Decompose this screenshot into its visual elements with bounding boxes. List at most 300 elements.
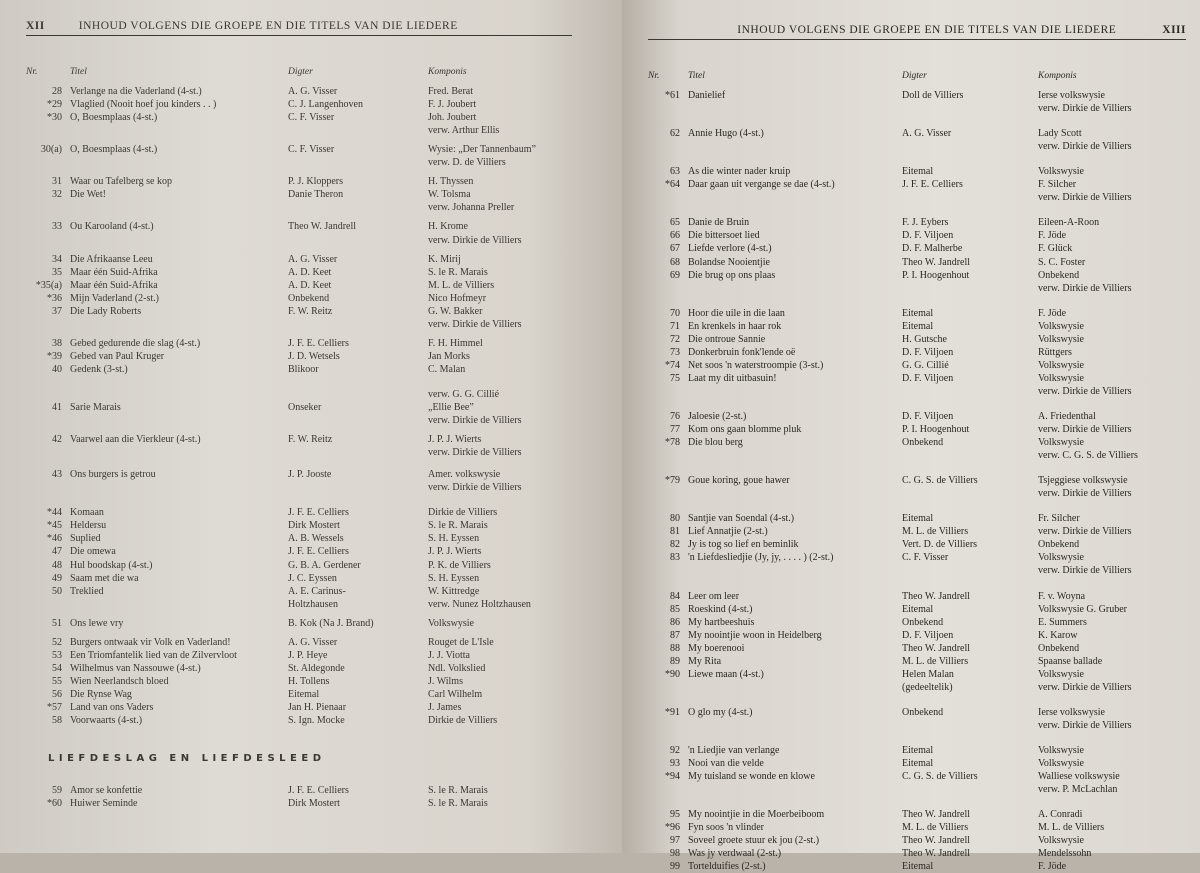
cell-digter: Eitemal bbox=[902, 307, 934, 319]
cell-digter: Vert. D. de Villiers bbox=[902, 539, 978, 551]
cell-komponis: J. James bbox=[428, 701, 462, 713]
cell-digter: Eitemal bbox=[902, 861, 934, 873]
cell-titel: Donkerbruin fonk'lende oë bbox=[688, 346, 796, 358]
cell-titel bbox=[688, 102, 902, 115]
song-row bbox=[26, 363, 602, 376]
song-row bbox=[648, 474, 1186, 487]
cell-komponis: F. J. Joubert bbox=[428, 99, 477, 111]
cell-titel bbox=[70, 598, 288, 611]
cell-digter bbox=[902, 719, 1038, 732]
cell-digter bbox=[288, 156, 428, 169]
song-row bbox=[648, 681, 1186, 694]
song-row bbox=[648, 770, 1186, 783]
song-row bbox=[26, 519, 602, 532]
cell-digter: Jan H. Pienaar bbox=[288, 701, 347, 713]
cell-komponis: verw. Dirkie de Villiers bbox=[1038, 103, 1132, 115]
cell-digter: Theo W. Jandrell bbox=[902, 590, 971, 602]
cell-digter bbox=[902, 140, 1038, 153]
cell-nr: 65 bbox=[670, 217, 680, 229]
cell-titel: My Rita bbox=[688, 655, 722, 667]
cell-digter: Blikoor bbox=[288, 363, 319, 375]
cell-komponis: verw. P. McLachlan bbox=[1038, 784, 1118, 796]
song-row bbox=[648, 359, 1186, 372]
cell-nr: 48 bbox=[52, 559, 62, 571]
cell-titel: My boerenooi bbox=[688, 642, 745, 654]
song-row bbox=[648, 449, 1186, 462]
cell-komponis: C. Malan bbox=[428, 363, 466, 375]
cell-titel: Suplied bbox=[70, 533, 101, 545]
cell-titel: Tortelduifies (2-st.) bbox=[688, 861, 766, 873]
cell-komponis: verw. Dirkie de Villiers bbox=[1038, 526, 1132, 538]
cell-titel: Maar één Suid-Afrika bbox=[70, 266, 158, 278]
cell-digter: J. F. E. Celliers bbox=[288, 546, 349, 558]
cell-komponis: Ndl. Volkslied bbox=[428, 662, 486, 674]
cell-digter: Eitemal bbox=[902, 744, 934, 756]
song-row bbox=[648, 719, 1186, 732]
cell-nr: 55 bbox=[52, 675, 62, 687]
cell-digter: Onbekend bbox=[902, 706, 944, 718]
song-row bbox=[26, 253, 602, 266]
cell-nr: 89 bbox=[670, 655, 680, 667]
song-row bbox=[26, 662, 602, 675]
cell-nr bbox=[648, 102, 688, 115]
cell-komponis: S. le R. Marais bbox=[428, 798, 488, 810]
song-row bbox=[648, 282, 1186, 295]
cell-titel: Vaarwel aan die Vierkleur (4-st.) bbox=[70, 434, 201, 446]
cell-digter: Onbekend bbox=[288, 292, 330, 304]
cell-komponis: Ierse volkswysie bbox=[1038, 706, 1105, 718]
cell-nr bbox=[648, 564, 688, 577]
cell-titel: 'n Liefdesliedjie (Jy, jy, . . . . ) (2-st.) bbox=[688, 552, 834, 564]
section-heading: LIEFDESLAG EN LIEFDESLEED bbox=[48, 753, 326, 765]
song-row bbox=[648, 140, 1186, 153]
cell-komponis: verw. Dirkie de Villiers bbox=[1038, 192, 1132, 204]
cell-digter: Eitemal bbox=[902, 166, 934, 178]
cell-titel bbox=[70, 201, 288, 214]
cell-digter: D. F. Viljoen bbox=[902, 629, 954, 641]
cell-komponis: W. Kittredge bbox=[428, 585, 480, 597]
song-row bbox=[26, 156, 602, 169]
cell-nr: 86 bbox=[670, 616, 680, 628]
cell-titel: Liefde verlore (4-st.) bbox=[688, 243, 772, 255]
cell-digter: Dirk Mostert bbox=[288, 798, 340, 810]
song-row bbox=[26, 701, 602, 714]
cell-titel: My hartbeeshuis bbox=[688, 616, 755, 628]
cell-nr: 30(a) bbox=[40, 144, 62, 156]
cell-titel bbox=[688, 564, 902, 577]
cell-komponis: Volkswysie bbox=[1038, 758, 1084, 770]
song-row bbox=[648, 423, 1186, 436]
cell-titel bbox=[688, 282, 902, 295]
cell-nr: 92 bbox=[670, 744, 680, 756]
cell-komponis: verw. D. de Villiers bbox=[428, 157, 506, 169]
cell-digter bbox=[288, 414, 428, 427]
cell-nr: *57 bbox=[47, 701, 62, 713]
cell-komponis: verw. Dirkie de Villiers bbox=[1038, 385, 1132, 397]
cell-digter: C. F. Visser bbox=[288, 112, 335, 124]
cell-nr: *29 bbox=[47, 99, 62, 111]
cell-titel bbox=[70, 124, 288, 137]
song-row bbox=[26, 266, 602, 279]
cell-digter: C. F. Visser bbox=[288, 144, 335, 156]
cell-titel: My noointjie in die Moerbeiboom bbox=[688, 809, 825, 821]
cell-titel: Treklied bbox=[70, 585, 104, 597]
song-row bbox=[648, 603, 1186, 616]
column-header-titel: Titel bbox=[688, 71, 705, 81]
cell-komponis: Nico Hofmeyr bbox=[428, 292, 487, 304]
cell-digter bbox=[288, 124, 428, 137]
cell-titel: Komaan bbox=[70, 507, 104, 519]
song-row bbox=[26, 636, 602, 649]
cell-titel bbox=[70, 234, 288, 247]
cell-digter bbox=[288, 201, 428, 214]
cell-nr: 33 bbox=[52, 221, 62, 233]
song-row bbox=[26, 234, 602, 247]
cell-titel: Die blou berg bbox=[688, 437, 743, 449]
column-header-komponis: Komponis bbox=[428, 67, 467, 77]
cell-digter: J. F. E. Celliers bbox=[288, 337, 349, 349]
cell-digter: M. L. de Villiers bbox=[902, 655, 969, 667]
cell-titel bbox=[688, 191, 902, 204]
song-row bbox=[648, 744, 1186, 757]
cell-komponis: Jan Morks bbox=[428, 350, 470, 362]
song-row bbox=[26, 481, 602, 494]
song-row bbox=[648, 410, 1186, 423]
song-row bbox=[26, 337, 602, 350]
cell-titel bbox=[688, 719, 902, 732]
cell-titel: Saam met die wa bbox=[70, 572, 139, 584]
cell-komponis: verw. Dirkie de Villiers bbox=[1038, 681, 1132, 693]
cell-digter: Theo W. Jandrell bbox=[902, 256, 971, 268]
cell-digter: P. J. Kloppers bbox=[288, 176, 344, 188]
cell-digter: Eitemal bbox=[902, 603, 934, 615]
song-list-right bbox=[648, 89, 1186, 873]
song-row bbox=[26, 545, 602, 558]
cell-digter: M. L. de Villiers bbox=[902, 526, 969, 538]
cell-komponis: verw. Nunez Holtzhausen bbox=[428, 598, 531, 610]
cell-komponis: Spaanse ballade bbox=[1038, 655, 1103, 667]
cell-titel: Voorwaarts (4-st.) bbox=[70, 715, 143, 727]
cell-digter bbox=[288, 234, 428, 247]
cell-nr: *94 bbox=[665, 771, 680, 783]
cell-digter: G. B. A. Gerdener bbox=[288, 559, 361, 571]
song-row bbox=[26, 784, 602, 797]
cell-nr: 53 bbox=[52, 649, 62, 661]
cell-titel: Maar één Suid-Afrika bbox=[70, 279, 158, 291]
song-list-left bbox=[26, 85, 602, 727]
cell-nr bbox=[26, 598, 70, 611]
song-row bbox=[648, 307, 1186, 320]
cell-nr: *74 bbox=[665, 359, 680, 371]
cell-titel: Waar ou Tafelberg se kop bbox=[70, 176, 172, 188]
column-header-titel: Titel bbox=[70, 67, 87, 77]
cell-komponis: verw. C. G. S. de Villiers bbox=[1038, 450, 1138, 462]
cell-nr: 97 bbox=[670, 835, 680, 847]
cell-nr: 70 bbox=[670, 307, 680, 319]
cell-nr: 73 bbox=[670, 346, 680, 358]
cell-nr: *30 bbox=[47, 112, 62, 124]
song-row bbox=[648, 89, 1186, 102]
cell-titel: Mijn Vaderland (2-st.) bbox=[70, 292, 159, 304]
cell-nr: 98 bbox=[670, 848, 680, 860]
cell-nr: 66 bbox=[670, 230, 680, 242]
song-row bbox=[648, 178, 1186, 191]
cell-digter: D. F. Viljoen bbox=[902, 346, 954, 358]
cell-nr: 95 bbox=[670, 809, 680, 821]
song-row bbox=[26, 617, 602, 630]
song-row bbox=[648, 191, 1186, 204]
cell-nr: 51 bbox=[52, 617, 62, 629]
cell-komponis: Onbekend bbox=[1038, 642, 1080, 654]
cell-titel: 'n Liedjie van verlange bbox=[688, 744, 780, 756]
cell-komponis: Volkswysie bbox=[1038, 359, 1084, 371]
cell-komponis: G. W. Bakker bbox=[428, 305, 483, 317]
cell-komponis: M. L. de Villiers bbox=[428, 279, 495, 291]
cell-komponis: verw. Johanna Preller bbox=[428, 202, 515, 214]
cell-titel: Die Lady Roberts bbox=[70, 305, 142, 317]
song-row bbox=[26, 85, 602, 98]
cell-titel: Lief Annatjie (2-st.) bbox=[688, 526, 768, 538]
cell-digter: D. F. Viljoen bbox=[902, 410, 954, 422]
cell-digter: Theo W. Jandrell bbox=[288, 221, 357, 233]
song-row bbox=[648, 860, 1186, 873]
song-row bbox=[26, 572, 602, 585]
header-title-left: INHOUD VOLGENS DIE GROEPE EN DIE TITELS VAN DIE LIEDERE bbox=[78, 20, 458, 32]
cell-titel: Annie Hugo (4-st.) bbox=[688, 128, 764, 140]
cell-nr: 72 bbox=[670, 333, 680, 345]
cell-digter: J. F. E. Celliers bbox=[288, 785, 349, 797]
cell-nr bbox=[648, 487, 688, 500]
cell-komponis: W. Tolsma bbox=[428, 189, 471, 201]
cell-titel: Wien Neerlandsch bloed bbox=[70, 675, 169, 687]
cell-komponis: Wysie: „Der Tannenbaum” bbox=[428, 144, 536, 156]
cell-titel: Hoor die uile in die laan bbox=[688, 307, 785, 319]
song-row bbox=[648, 821, 1186, 834]
cell-nr: 76 bbox=[670, 410, 680, 422]
cell-komponis: K. Mirij bbox=[428, 253, 461, 265]
cell-digter bbox=[902, 449, 1038, 462]
cell-komponis: J. J. Viotta bbox=[428, 649, 470, 661]
cell-nr: 59 bbox=[52, 785, 62, 797]
cell-nr bbox=[26, 201, 70, 214]
cell-titel: Net soos 'n waterstroompie (3-st.) bbox=[688, 359, 824, 371]
cell-nr bbox=[648, 191, 688, 204]
cell-komponis: Rüttgers bbox=[1038, 346, 1072, 358]
song-row bbox=[26, 318, 602, 331]
song-row bbox=[26, 124, 602, 137]
cell-digter: J. D. Wetsels bbox=[288, 350, 340, 362]
cell-titel: Verlange na die Vaderland (4-st.) bbox=[70, 86, 202, 98]
cell-nr bbox=[26, 388, 70, 401]
song-row bbox=[26, 506, 602, 519]
cell-titel: Die omewa bbox=[70, 546, 116, 558]
cell-digter: H. Tollens bbox=[288, 675, 330, 687]
cell-komponis: S. H. Eyssen bbox=[428, 572, 480, 584]
cell-nr: 54 bbox=[52, 662, 62, 674]
song-row bbox=[26, 305, 602, 318]
cell-nr bbox=[648, 719, 688, 732]
cell-nr bbox=[648, 385, 688, 398]
cell-digter: A. G. Visser bbox=[902, 128, 952, 140]
song-row bbox=[648, 538, 1186, 551]
song-row bbox=[26, 559, 602, 572]
cell-nr: 88 bbox=[670, 642, 680, 654]
cell-nr bbox=[26, 446, 70, 459]
cell-titel: Was jy verdwaal (2-st.) bbox=[688, 848, 782, 860]
cell-nr: 84 bbox=[670, 590, 680, 602]
cell-nr: *61 bbox=[665, 90, 680, 102]
song-row bbox=[26, 433, 602, 446]
cell-komponis: F. H. Himmel bbox=[428, 337, 483, 349]
song-row bbox=[648, 616, 1186, 629]
cell-titel: Land van ons Vaders bbox=[70, 701, 154, 713]
song-row bbox=[648, 333, 1186, 346]
cell-komponis: verw. G. G. Cillié bbox=[428, 388, 500, 400]
cell-nr: 43 bbox=[52, 469, 62, 481]
cell-komponis: verw. Dirkie de Villiers bbox=[428, 318, 522, 330]
cell-komponis: S. H. Eyssen bbox=[428, 533, 480, 545]
cell-nr: 41 bbox=[52, 402, 62, 414]
cell-nr: 81 bbox=[670, 526, 680, 538]
cell-titel: Danie de Bruin bbox=[688, 217, 750, 229]
cell-nr bbox=[26, 124, 70, 137]
cell-nr: 35 bbox=[52, 266, 62, 278]
cell-komponis: Volkswysie bbox=[1038, 320, 1084, 332]
song-row bbox=[26, 388, 602, 401]
cell-digter: G. G. Cillié bbox=[902, 359, 949, 371]
cell-komponis: J. Wilms bbox=[428, 675, 463, 687]
cell-digter: Eitemal bbox=[902, 320, 934, 332]
song-row bbox=[26, 188, 602, 201]
cell-komponis: A. Friedenthal bbox=[1038, 410, 1096, 422]
cell-nr: 77 bbox=[670, 424, 680, 436]
cell-nr: 99 bbox=[670, 861, 680, 873]
song-row bbox=[648, 564, 1186, 577]
cell-digter: A. B. Wessels bbox=[288, 533, 344, 545]
cell-nr: *39 bbox=[47, 350, 62, 362]
cell-titel bbox=[688, 487, 902, 500]
cell-komponis: Volkswysie bbox=[1038, 166, 1084, 178]
cell-digter: D. F. Viljoen bbox=[902, 372, 954, 384]
cell-digter bbox=[288, 446, 428, 459]
cell-digter: D. F. Viljoen bbox=[902, 230, 954, 242]
cell-digter: Eitemal bbox=[288, 688, 320, 700]
cell-titel: Vlaglied (Nooit hoef jou kinders . . ) bbox=[70, 99, 217, 111]
song-row bbox=[26, 201, 602, 214]
song-row bbox=[648, 551, 1186, 564]
cell-nr bbox=[26, 414, 70, 427]
cell-nr: *96 bbox=[665, 822, 680, 834]
song-row bbox=[26, 714, 602, 727]
cell-titel: Burgers ontwaak vir Volk en Vaderland! bbox=[70, 636, 231, 648]
cell-nr: 75 bbox=[670, 372, 680, 384]
song-row bbox=[26, 111, 602, 124]
song-row bbox=[26, 598, 602, 611]
cell-nr: *35(a) bbox=[35, 279, 62, 291]
cell-digter: Danie Theron bbox=[288, 189, 344, 201]
cell-nr: 82 bbox=[670, 539, 680, 551]
cell-nr bbox=[26, 156, 70, 169]
cell-komponis: S. C. Foster bbox=[1038, 256, 1086, 268]
cell-digter: Theo W. Jandrell bbox=[902, 809, 971, 821]
cell-digter bbox=[902, 102, 1038, 115]
song-row bbox=[26, 446, 602, 459]
cell-titel: Daar gaan uit vergange se dae (4-st.) bbox=[688, 179, 835, 191]
song-row bbox=[648, 269, 1186, 282]
song-row bbox=[648, 216, 1186, 229]
cell-digter: Dirk Mostert bbox=[288, 520, 340, 532]
cell-digter: A. D. Keet bbox=[288, 279, 332, 291]
cell-komponis: Volkswysie bbox=[1038, 835, 1084, 847]
cell-nr: 28 bbox=[52, 86, 62, 98]
cell-digter: P. I. Hoogenhout bbox=[902, 424, 970, 436]
cell-titel: Santjie van Soendal (4-st.) bbox=[688, 513, 795, 525]
cell-digter: Onbekend bbox=[902, 616, 944, 628]
cell-komponis: verw. Dirkie de Villiers bbox=[1038, 565, 1132, 577]
cell-nr: *36 bbox=[47, 292, 62, 304]
cell-digter: Theo W. Jandrell bbox=[902, 642, 971, 654]
cell-nr: 34 bbox=[52, 253, 62, 265]
song-row bbox=[648, 808, 1186, 821]
cell-digter bbox=[288, 388, 428, 401]
song-row bbox=[648, 757, 1186, 770]
song-row bbox=[648, 525, 1186, 538]
cell-digter: P. I. Hoogenhout bbox=[902, 269, 970, 281]
song-row bbox=[26, 401, 602, 414]
cell-nr: *44 bbox=[47, 507, 62, 519]
cell-komponis: „Ellie Bee” bbox=[428, 402, 474, 414]
cell-digter: F. J. Eybers bbox=[902, 217, 949, 229]
cell-digter: J. C. Eyssen bbox=[288, 572, 337, 584]
cell-komponis: H. Thyssen bbox=[428, 176, 474, 188]
cell-nr: 49 bbox=[52, 572, 62, 584]
cell-komponis: Walliese volkswysie bbox=[1038, 771, 1120, 783]
cell-titel: Die bittersoet lied bbox=[688, 230, 760, 242]
cell-komponis: Mendelssohn bbox=[1038, 848, 1092, 860]
cell-titel: O glo my (4-st.) bbox=[688, 706, 753, 718]
cell-digter bbox=[902, 385, 1038, 398]
cell-nr: *64 bbox=[665, 179, 680, 191]
cell-komponis: A. Conradi bbox=[1038, 809, 1083, 821]
cell-nr: *91 bbox=[665, 706, 680, 718]
song-row bbox=[648, 629, 1186, 642]
song-row bbox=[26, 175, 602, 188]
cell-nr bbox=[648, 282, 688, 295]
cell-titel: En krenkels in haar rok bbox=[688, 320, 782, 332]
cell-digter: Theo W. Jandrell bbox=[902, 848, 971, 860]
cell-digter: H. Gutsche bbox=[902, 333, 947, 345]
cell-komponis: Ierse volkswysie bbox=[1038, 90, 1105, 102]
header-title-right: INHOUD VOLGENS DIE GROEPE EN DIE TITELS VAN DIE LIEDERE bbox=[737, 24, 1117, 36]
cell-nr bbox=[648, 783, 688, 796]
cell-nr: 63 bbox=[670, 166, 680, 178]
cell-titel: Gebed gedurende die slag (4-st.) bbox=[70, 337, 201, 349]
cell-titel: Die Rynse Wag bbox=[70, 688, 132, 700]
cell-komponis: Volkswysie bbox=[1038, 668, 1084, 680]
cell-titel: Hul boodskap (4-st.) bbox=[70, 559, 153, 571]
cell-komponis: Onbekend bbox=[1038, 539, 1080, 551]
cell-digter: Helen Malan bbox=[902, 668, 954, 680]
cell-komponis: S. le R. Marais bbox=[428, 266, 488, 278]
cell-nr: 93 bbox=[670, 758, 680, 770]
cell-digter: A. G. Visser bbox=[288, 636, 338, 648]
cell-titel: Een Triomfantelik lied van de Zilvervloot bbox=[70, 649, 237, 661]
cell-digter: C. J. Langenhoven bbox=[288, 99, 363, 111]
song-row bbox=[648, 487, 1186, 500]
cell-nr: 47 bbox=[52, 546, 62, 558]
cell-titel: Liewe maan (4-st.) bbox=[688, 668, 764, 680]
cell-komponis: F. v. Woyna bbox=[1038, 590, 1086, 602]
